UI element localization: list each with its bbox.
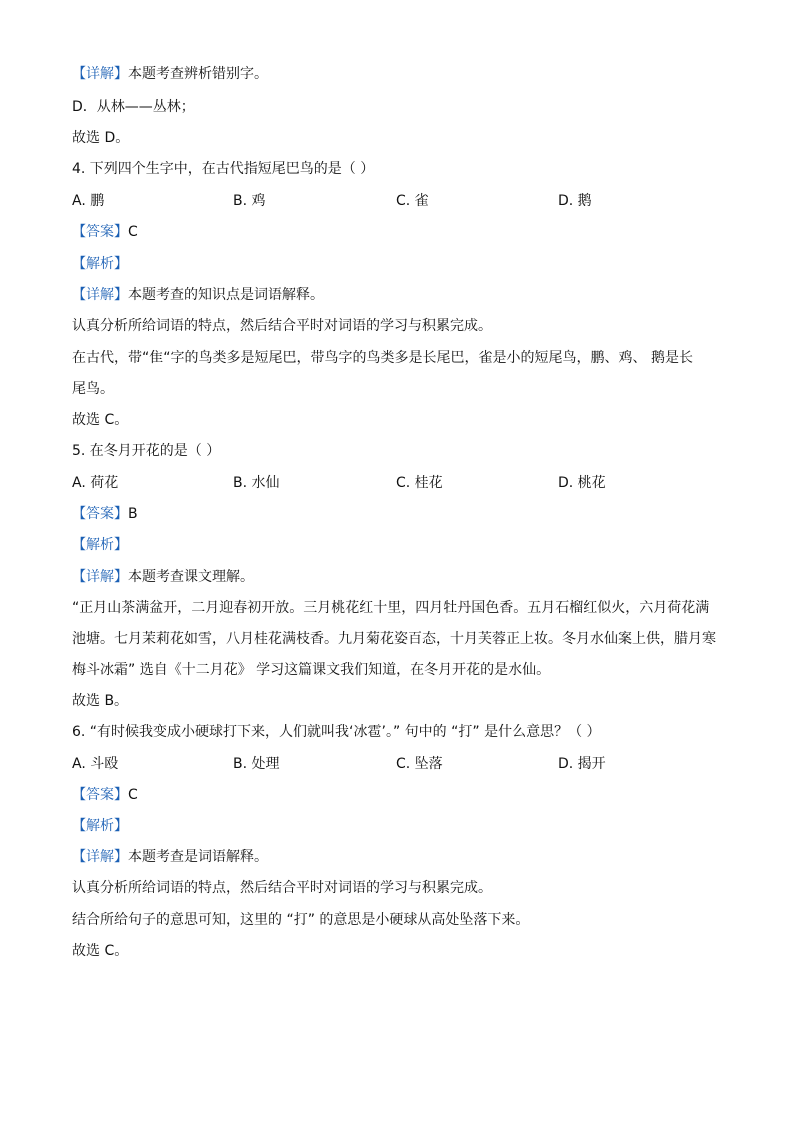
option-c: C. 雀 [396,193,429,209]
paragraph: 认真分析所给词语的特点，然后结合平时对词语的学习与积累完成。 [72,318,492,334]
option-d: D. 桃花 [558,475,606,491]
answer-line [72,222,138,242]
answer-line [72,785,138,805]
detail-line: 【详解】本题考查是词语解释。 [72,849,268,865]
detail-line: 【详解】本题考查课文理解。 [72,569,254,585]
option-a: A. 鹏 [72,193,105,209]
analysis-tag: 【解析】 [72,256,128,272]
paragraph: 在古代，带“隹“字的鸟类多是短尾巴，带鸟字的鸟类多是长尾巴，雀是小的短尾鸟，鹏、鸡、 鹅是长 [72,350,693,366]
option-b: B. 水仙 [233,475,280,491]
answer-line [72,504,138,524]
option-d: D. 揭开 [558,756,606,772]
answer-value: C [128,224,138,240]
analysis-tag: 【解析】 [72,537,128,553]
detail-tag: 【详解】 [72,287,128,303]
question-4: 4. 下列四个生字中，在古代指短尾巴鸟的是（ ） [72,161,375,177]
detail-line: 【详解】本题考查的知识点是词语解释。 [72,287,324,303]
option-c: C. 坠落 [396,756,443,772]
answer-tag: 【答案】 [72,224,128,240]
detail-tag: 【详解】 [72,569,128,585]
detail-line: 【详解】本题考查辨析错别字。 [72,66,268,82]
analysis-tag: 【解析】 [72,818,128,834]
answer-value: B [128,506,138,522]
conclusion: 故选 C。 [72,943,129,959]
conclusion: 故选 D。 [72,130,130,146]
question-5: 5. 在冬月开花的是（ ） [72,443,221,459]
paragraph: 池塘。七月茉莉花如雪，八月桂花满枝香。九月菊花姿百态，十月芙蓉正上妆。冬月水仙案上供，腊月寒 [72,631,716,647]
answer-tag: 【答案】 [72,787,128,803]
question-6: 6. “有时候我变成小硬球打下来，人们就叫我‘冰雹’。” 句中的 “打” 是什么意思？（ ） [72,724,601,740]
answer-explanation: D．从林——丛林； [72,99,195,115]
option-a: A. 荷花 [72,475,119,491]
paragraph: 尾鸟。 [72,381,114,397]
answer-value: C [128,787,138,803]
detail-tag: 【详解】 [72,849,128,865]
paragraph: 梅斗冰霜” 选自《十二月花》 学习这篇课文我们知道，在冬月开花的是水仙。 [72,662,551,678]
paragraph: 认真分析所给词语的特点，然后结合平时对词语的学习与积累完成。 [72,880,492,896]
conclusion: 故选 C。 [72,412,129,428]
option-c: C. 桂花 [396,475,443,491]
paragraph: 结合所给句子的意思可知，这里的 “打” 的意思是小硬球从高处坠落下来。 [72,912,530,928]
option-b: B. 处理 [233,756,280,772]
option-b: B. 鸡 [233,193,266,209]
option-a: A. 斗殴 [72,756,119,772]
paragraph: “正月山茶满盆开，二月迎春初开放。三月桃花红十里，四月牡丹国色香。五月石榴红似火，六月荷花满 [72,600,710,616]
option-d: D. 鹅 [558,193,592,209]
answer-tag: 【答案】 [72,506,128,522]
conclusion: 故选 B。 [72,693,129,709]
detail-tag: 【详解】 [72,66,128,82]
